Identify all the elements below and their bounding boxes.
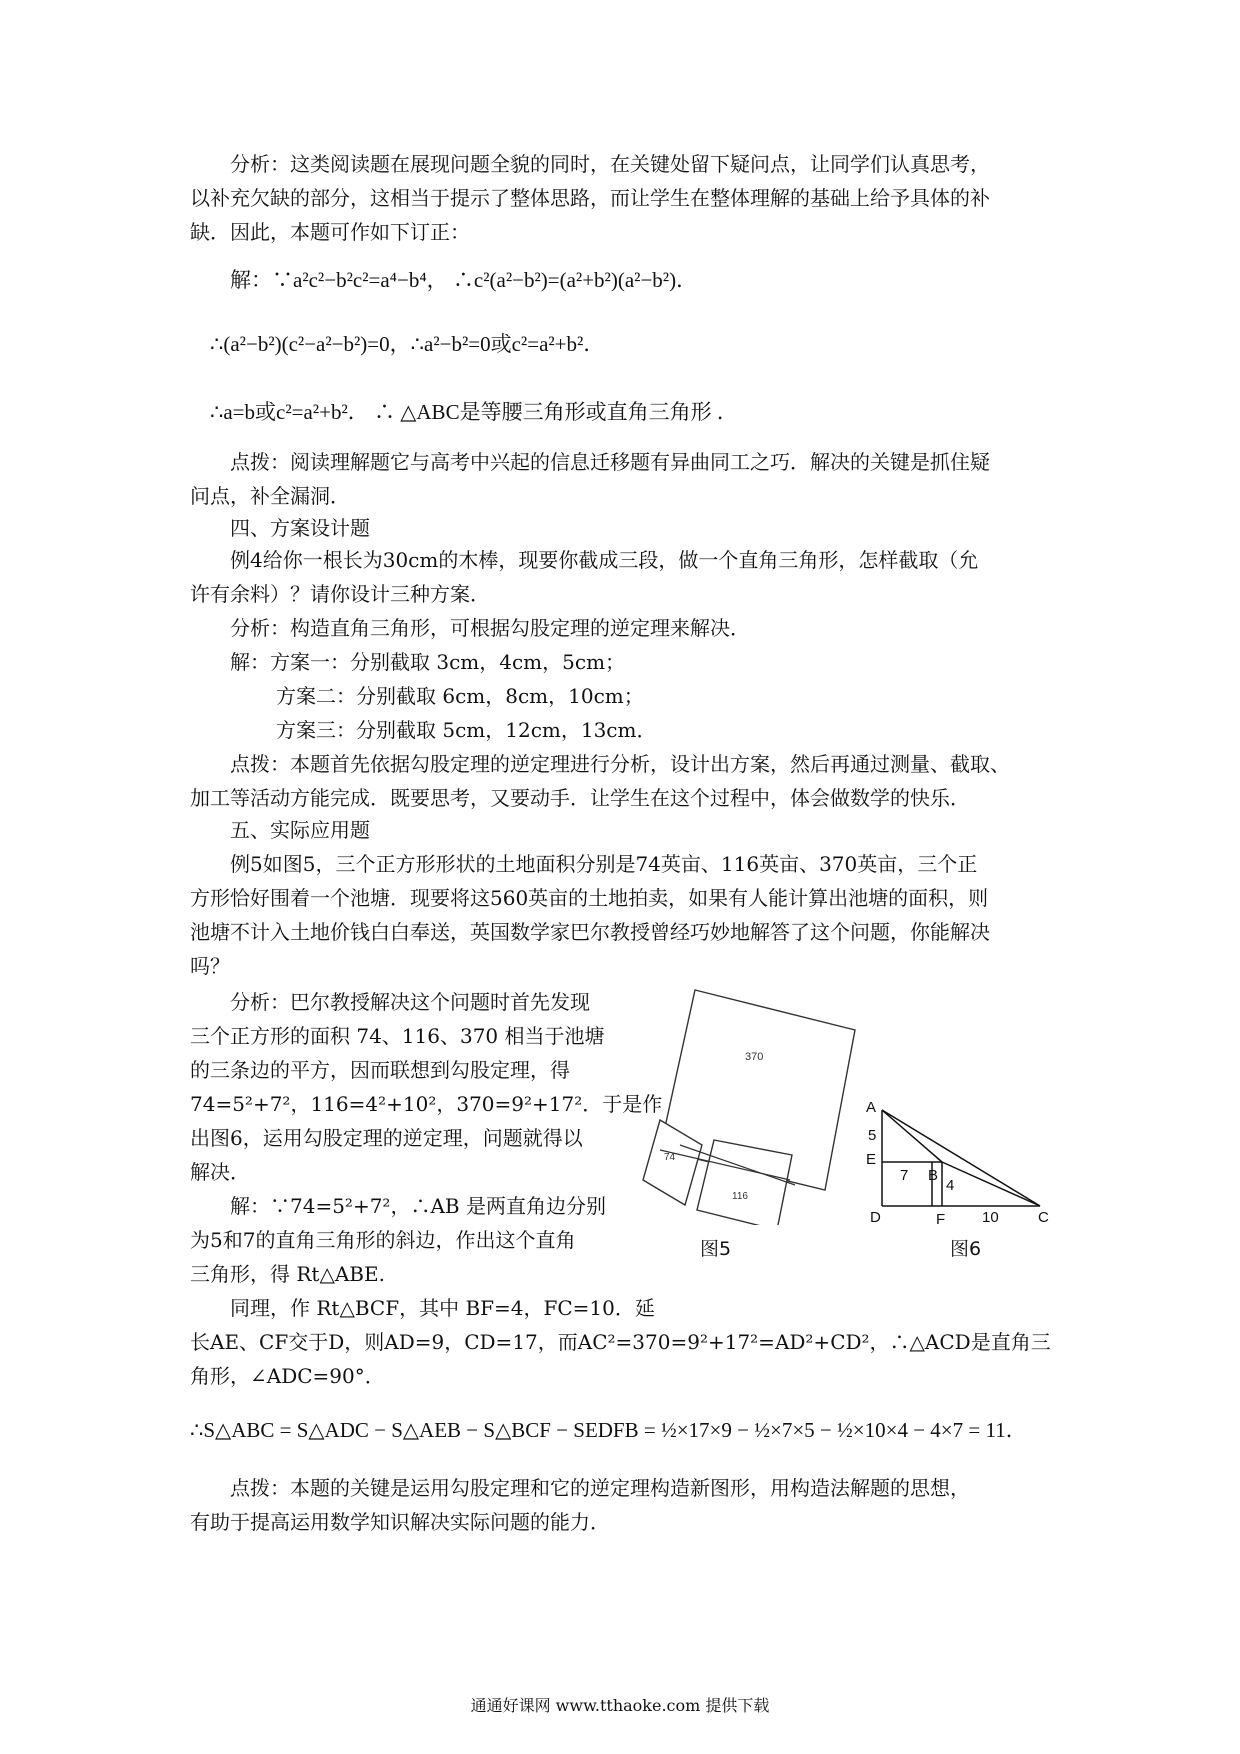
length-FC: 10 [982, 1209, 999, 1226]
figure-5-caption: 图5 [700, 1238, 732, 1260]
analysis4: 分析：构造直角三角形，可根据勾股定理的逆定理来解决． [230, 616, 750, 640]
example5-line-1: 例5如图5，三个正方形形状的土地面积分别是74英亩、116英亩、370英亩，三个正 [230, 852, 978, 876]
analysis5-line-5: 出图6，运用勾股定理的逆定理，问题就得以 [190, 1126, 583, 1150]
example4-line-1: 例4给你一根长为30cm的木棒，现要你截成三段，做一个直角三角形，怎样截取（允 [230, 548, 979, 572]
analysis5-line-6: 解决． [190, 1160, 250, 1184]
analysis5-line-3: 的三条边的平方，因而联想到勾股定理，得 [190, 1058, 570, 1082]
plan-1: 解：方案一：分别截取 3cm，4cm，5cm； [230, 650, 626, 674]
tip1-line-1: 点拨：阅读理解题它与高考中兴起的信息迁移题有异曲同工之巧．解决的关键是抓住疑 [230, 450, 990, 474]
label-116: 116 [732, 1191, 748, 1202]
example5-line-4: 吗？ [190, 954, 230, 978]
point-F: F [936, 1211, 946, 1228]
point-E: E [866, 1151, 877, 1168]
point-B: B [928, 1167, 939, 1184]
plan-3: 方案三：分别截取 5cm，12cm，13cm． [276, 718, 657, 742]
tip5-line-1: 点拨：本题的关键是运用勾股定理和它的逆定理构造新图形，用构造法解题的思想， [230, 1476, 970, 1500]
example4-line-2: 许有余料）？请你设计三种方案． [190, 582, 490, 606]
section-five-heading: 五、实际应用题 [230, 818, 370, 842]
solution-equation-1: 解：∵a²c²−b²c²=a⁴−b⁴， ∴c²(a²−b²)=(a²+b²)(a²−b²)． [230, 268, 698, 292]
square-116 [697, 1140, 792, 1225]
tip4-line-2: 加工等活动方能完成．既要思考，又要动手．让学生在这个过程中，体会做数学的快乐． [190, 786, 970, 810]
tip4-line-1: 点拨：本题首先依据勾股定理的逆定理进行分析，设计出方案，然后再通过测量、截取、 [230, 752, 1010, 776]
length-BF: 4 [946, 1177, 955, 1194]
point-C: C [1038, 1209, 1049, 1226]
solution-equation-3: ∴a=b或c²=a²+b²． ∴ △ABC是等腰三角形或直角三角形 ． [210, 400, 738, 424]
length-EB: 7 [900, 1167, 909, 1184]
figure-6-caption: 图6 [950, 1238, 982, 1260]
analysis-line-2: 以补充欠缺的部分，这相当于提示了整体思路，而让学生在整体理解的基础上给予具体的补 [190, 186, 990, 210]
analysis5-line-9: 三角形，得 Rt△ABE. [190, 1262, 385, 1286]
length-AE: 5 [868, 1127, 877, 1144]
label-74: 74 [664, 1152, 676, 1163]
example5-line-3: 池塘不计入土地价钱白白奉送，英国数学家巴尔教授曾经巧妙地解答了这个问题，你能解决 [190, 920, 990, 944]
point-D: D [870, 1209, 881, 1226]
analysis-line-3: 缺．因此，本题可作如下订正： [190, 220, 470, 244]
section-four-heading: 四、方案设计题 [230, 516, 370, 540]
analysis5-line-4: 74=5²+7²，116=4²+10²，370=9²+17²．于是作 [190, 1092, 663, 1116]
analysis5-line-2: 三个正方形的面积 74、116、370 相当于池塘 [190, 1024, 605, 1048]
analysis5-line-10: 同理，作 Rt△BCF，其中 BF=4，FC=10．延 [230, 1296, 655, 1320]
figure-6 [860, 1098, 1060, 1228]
tip5-line-2: 有助于提高运用数学知识解决实际问题的能力． [190, 1510, 610, 1534]
area-equation: ∴S△ABC = S△ADC − S△AEB − S△BCF − SEDFB = ½×17×9 − ½×7×5 − ½×10×4 − 4×7 = 11． [190, 1418, 1027, 1442]
analysis5-line-1: 分析：巴尔教授解决这个问题时首先发现 [230, 990, 590, 1014]
label-370: 370 [745, 1051, 764, 1063]
point-A: A [866, 1099, 877, 1116]
example5-line-2: 方形恰好围着一个池塘．现要将这560英亩的土地拍卖，如果有人能计算出池塘的面积，则 [190, 886, 989, 910]
analysis5-cont-line-2: 角形，∠ADC=90°． [190, 1364, 385, 1388]
analysis5-cont-line-1: 长AE、CF交于D，则AD=9，CD=17，而AC²=370=9²+17²=AD²+CD²，∴△ACD是直角三 [190, 1330, 1051, 1354]
page-footer: 通通好课网 www.tthaoke.com 提供下载 [470, 1696, 770, 1715]
analysis-line-1: 分析：这类阅读题在展现问题全貌的同时，在关键处留下疑问点，让同学们认真思考， [230, 152, 990, 176]
figure-5 [640, 985, 870, 1225]
analysis5-line-8: 为5和7的直角三角形的斜边，作出这个直角 [190, 1228, 576, 1252]
tip1-line-2: 问点，补全漏洞． [190, 484, 350, 508]
solution-equation-2: ∴(a²−b²)(c²−a²−b²)=0，∴a²−b²=0或c²=a²+b²． [210, 332, 605, 356]
analysis5-line-7: 解：∵74=5²+7²，∴AB 是两直角边分别 [230, 1194, 606, 1218]
plan-2: 方案二：分别截取 6cm，8cm，10cm； [276, 684, 644, 708]
